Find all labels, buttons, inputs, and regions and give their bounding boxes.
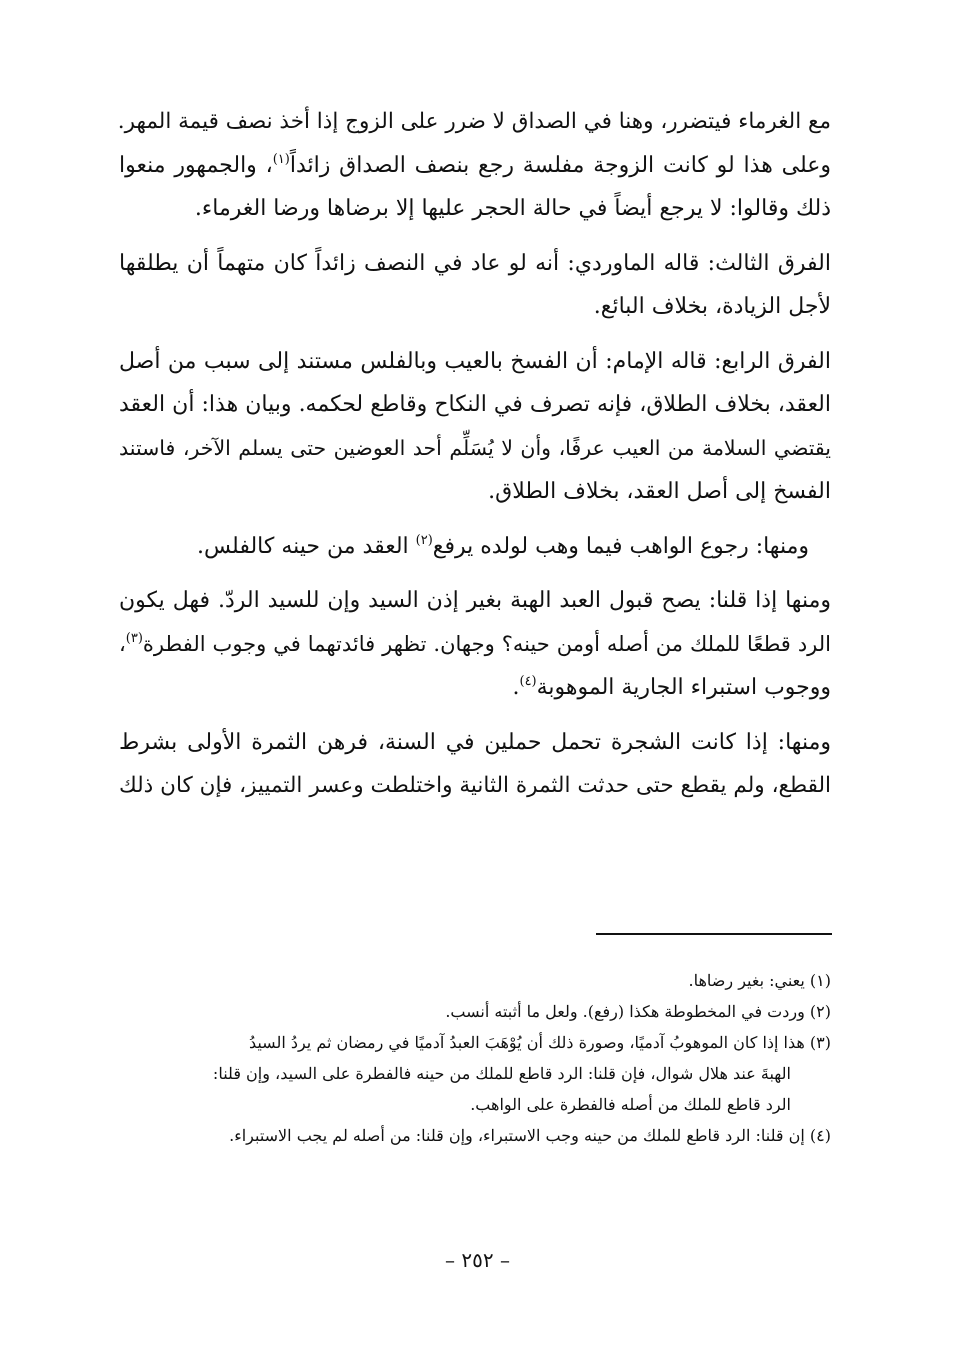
footnote-1: (١) يعني: بغير رضاها. [688, 971, 831, 990]
footnote-3 [119, 1027, 831, 1120]
text-line [119, 525, 831, 569]
paragraph-5 [119, 579, 831, 710]
footnote-ref-3[interactable]: (٣) [125, 630, 143, 646]
footnote-line: الهبةَ عند هلال شوال، فإن قلنا: الرد قاطع للملك من حينه فالفطرة على السيد، وإن قلنا: [212, 1064, 791, 1083]
text-run: ، [119, 631, 126, 656]
text-run: ووجوب استبراء الجارية الموهوبة [536, 675, 831, 700]
text-run: . [512, 675, 520, 700]
text-line: ومنها إذا قلنا: يصح قبول العبد الهبة بغير إذن السيد وإن للسيد الردّ. فهل يكون [119, 588, 831, 613]
paragraph-3 [119, 340, 831, 514]
footnote-2: (٢) وردت في المخطوطة هكذا (رفع). ولعل ما أثبته أنسب. [445, 1002, 831, 1021]
footnote-divider [596, 933, 832, 935]
footnote-ref-4[interactable]: (٤) [519, 674, 537, 689]
text-line: القطع، ولم يقطع حتى حدثت الثمرة الثانية واختلطت وعسر التمييز، فإن كان ذلك [119, 773, 831, 798]
text-run: الرد قطعًا للملك من أصله أومن حينه؟ وجهان. تظهر فائدتهما في وجوب الفطرة [142, 631, 831, 656]
text-line: الفرق الثالث: قاله الماوردي: أنه لو عاد في النصف زائداً كان متهماً أن يطلقها [119, 250, 831, 276]
text-run: ومنها: رجوع الواهب فيما وهب لولده يرفع [432, 533, 809, 559]
text-line: لأجل الزيادة، بخلاف البائع. [593, 294, 831, 319]
paragraph-2 [119, 242, 831, 329]
footnote-ref-1[interactable]: (١) [272, 151, 290, 167]
text-line: ومنها: إذا كانت الشجرة تحمل حملين في السنة، فرهن الثمرة الأولى بشرط [119, 729, 831, 755]
footnote-4: (٤) إن قلنا: الرد قاطع للملك من حينه وجب الاستبراء، وإن قلنا: من أصله لم يجب الاستبراء. [229, 1126, 831, 1145]
footnote-ref-2[interactable]: (٢) [415, 532, 433, 548]
footnotes [119, 965, 831, 1151]
footnote-line: (٣) هذا إذا كان الموهوبُ آدميًا، وصورة ذلك أن يُوْهَبَ العبدُ آدميًا في رمضان ثم يردُ السيدُ [248, 1033, 831, 1052]
text-run: العقد من حينه كالفلس. [197, 533, 416, 559]
text-run: ، والجمهور منعوا [119, 152, 273, 178]
paragraph-4 [119, 525, 831, 569]
text-line: يقتضي السلامة من العيب عرفًا، وأن لا يُسَلِّم أحد العوضين حتى يسلم الآخر، فاستند [119, 435, 831, 460]
page-number: – ٢٥٢ – [445, 1248, 510, 1272]
text-line: الفسخ إلى أصل العقد، بخلاف الطلاق. [488, 479, 831, 504]
text-line: الفرق الرابع: قاله الإمام: أن الفسخ بالعيب وبالفلس مستند إلى سبب من أصل [119, 348, 831, 374]
paragraph-6 [119, 721, 831, 808]
text-run: وعلى هذا لو كانت الزوجة مفلسة رجع بنصف الصداق زائداً [289, 152, 831, 178]
text-line [119, 623, 831, 667]
text-line: ذلك وقالوا: لا يرجع أيضاً في حالة الحجر عليها إلا برضاها ورضا الغرماء. [194, 196, 831, 221]
paragraph-1 [119, 100, 831, 231]
footnote-line: الرد قاطع للملك من أصله فالفطرة على الواهب. [470, 1095, 791, 1114]
text-line: العقد، بخلاف الطلاق، فإنه تصرف في النكاح وقاطع لحكمه. وبيان هذا: أن العقد [119, 392, 831, 417]
text-line: مع الغرماء فيتضرر، وهنا في الصداق لا ضرر على الزوج إذا أخذ نصف قيمة المهر. [117, 109, 831, 134]
main-text [119, 100, 831, 808]
text-line [119, 144, 831, 188]
text-line [119, 666, 831, 710]
